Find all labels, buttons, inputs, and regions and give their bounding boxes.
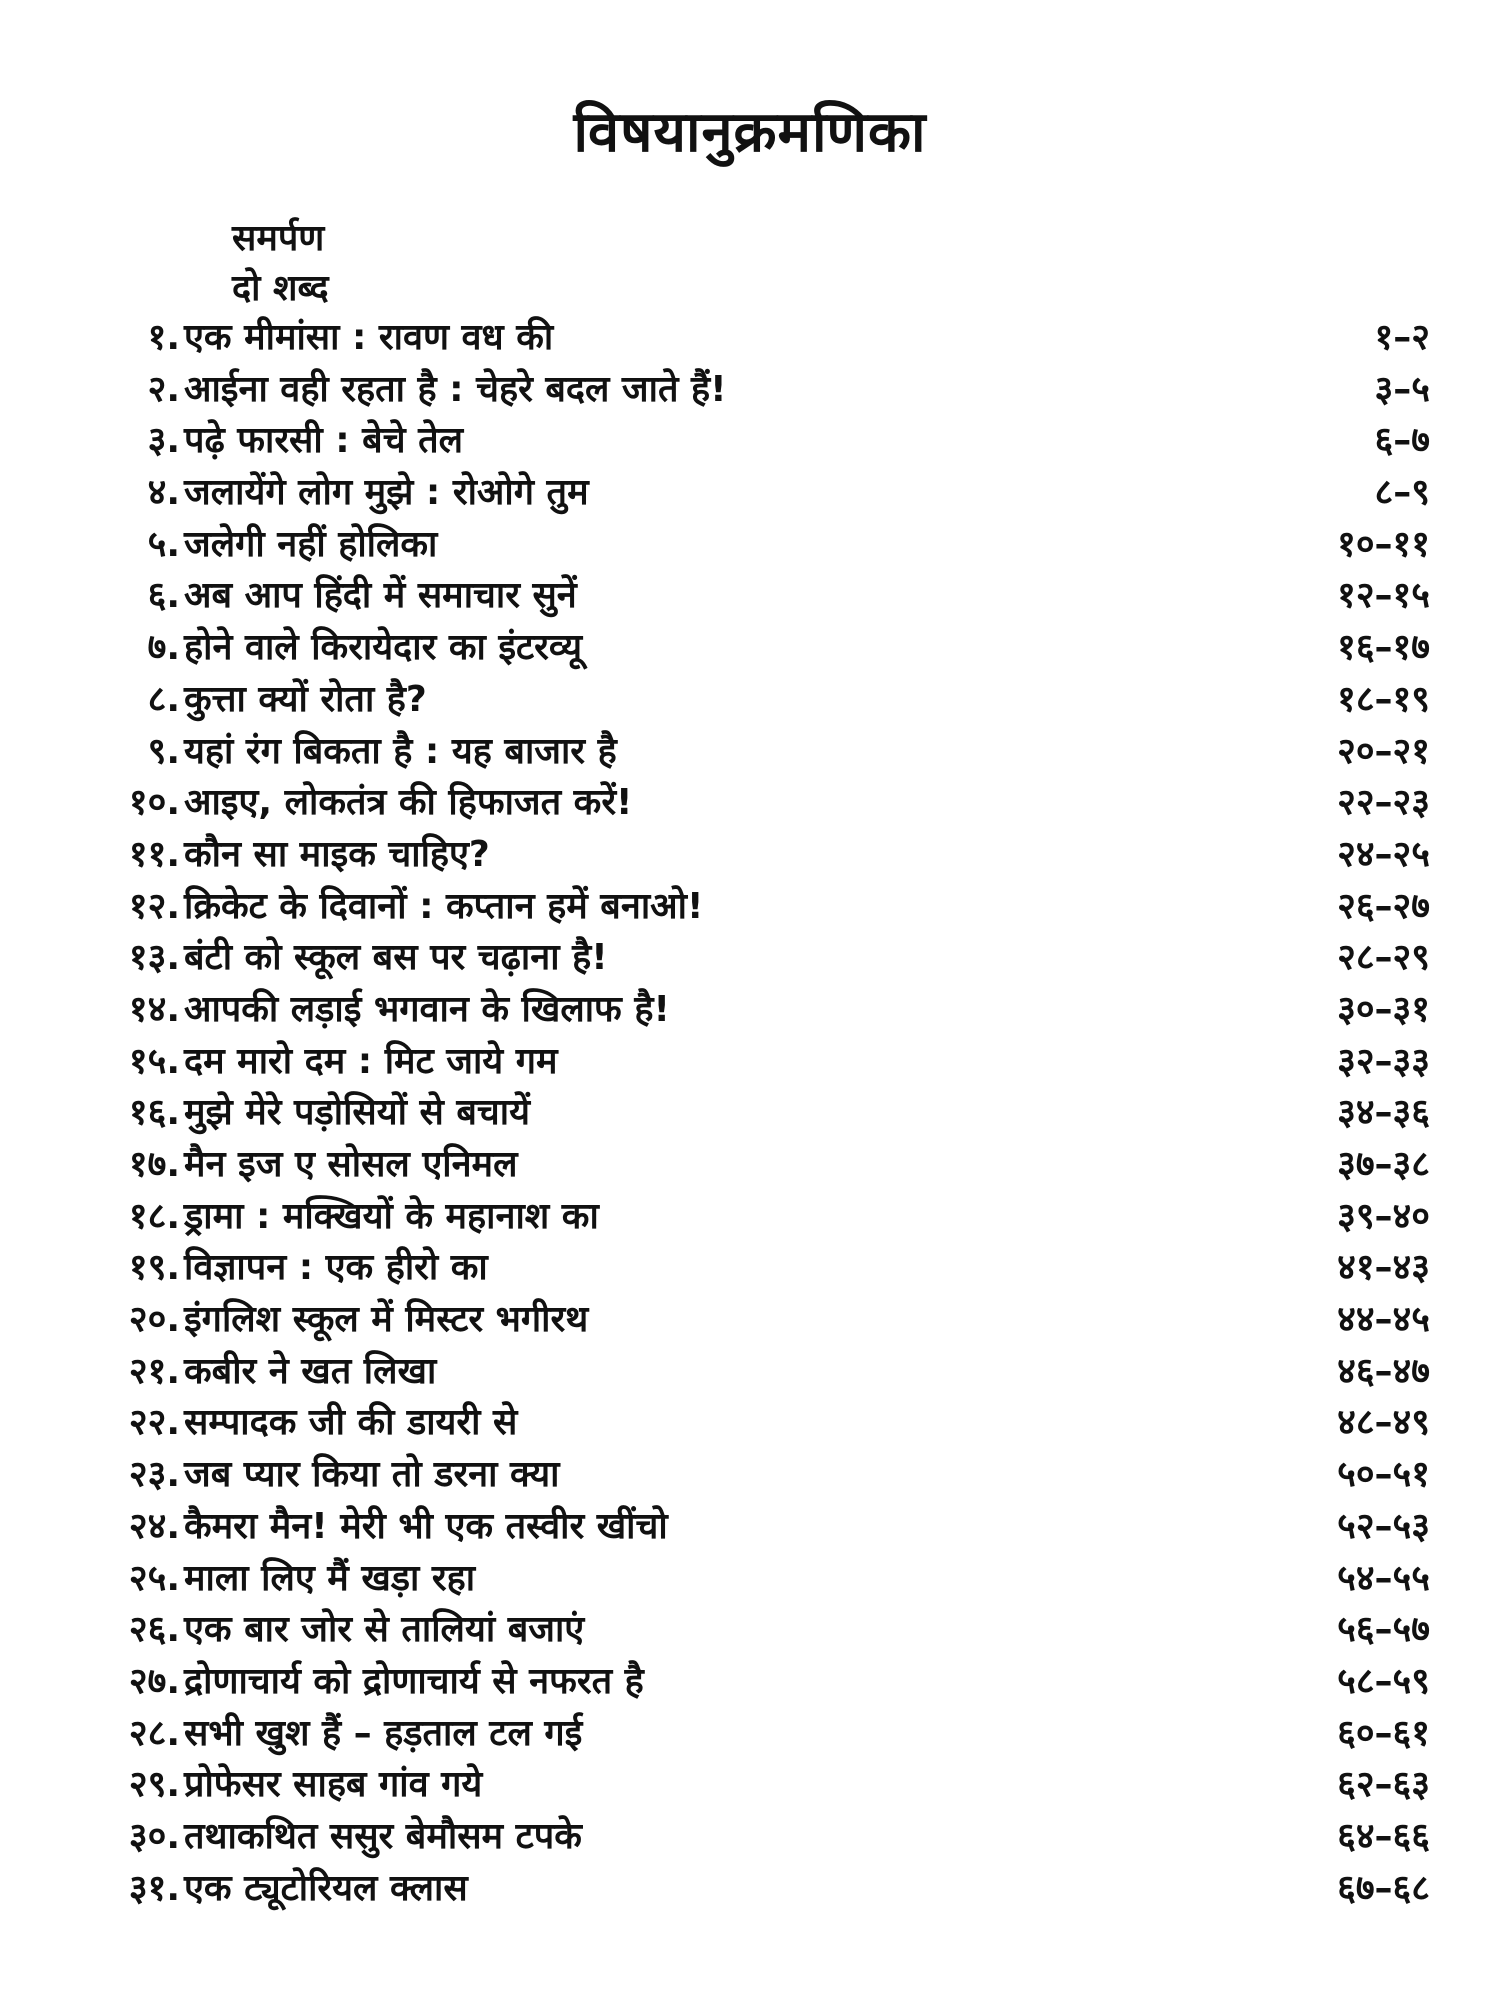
toc-entry-pages: २४–२५ [1337,833,1430,875]
toc-entry-title: आइए, लोकतंत्र की हिफाजत करें! [184,782,633,824]
toc-entry-number: ११. [128,833,180,875]
toc-entry-pages: १८–१९ [1337,678,1430,720]
toc-entry [0,1608,1500,1660]
toc-entry-pages: २६–२७ [1337,885,1430,927]
toc-entry-number: २७. [128,1660,180,1702]
toc-entry [0,936,1500,988]
toc-entry [0,626,1500,678]
toc-list [0,316,1500,1918]
toc-entry [0,1195,1500,1247]
toc-entry-number: २२. [128,1402,180,1444]
toc-entry-number: ५. [147,523,180,565]
toc-entry-number: ७. [147,627,180,669]
toc-entry-pages: १६–१७ [1337,627,1430,669]
front-matter-foreword: दो शब्द [232,268,329,309]
toc-entry [0,419,1500,471]
toc-entry [0,1246,1500,1298]
toc-entry [0,1867,1500,1919]
toc-entry-title: एक ट्यूटोरियल क्लास [184,1867,468,1909]
toc-entry-title: प्रोफेसर साहब गांव गये [184,1764,483,1806]
toc-entry-number: ४. [147,472,180,514]
toc-entry-number: १२. [128,885,180,927]
toc-entry-title: सभी खुश हैं – हड़ताल टल गई [184,1712,583,1754]
toc-entry-title: यहां रंग बिकता है : यह बाजार है [184,730,617,772]
toc-entry-number: १९. [128,1247,180,1289]
toc-entry [0,885,1500,937]
toc-entry-title: कुत्ता क्यों रोता है? [184,678,427,720]
page-title: विषयानुक्रमणिका [573,100,927,165]
toc-entry-number: ६. [147,575,180,617]
toc-entry-pages: १०–११ [1337,523,1430,565]
toc-entry-title: बंटी को स्कूल बस पर चढ़ाना है! [184,937,608,979]
toc-entry-pages: ६२–६३ [1337,1764,1430,1806]
toc-entry-pages: ५२–५३ [1337,1505,1430,1547]
toc-entry-title: सम्पादक जी की डायरी से [184,1402,518,1444]
toc-entry-pages: ५८–५९ [1337,1660,1430,1702]
toc-entry-number: १५. [128,1040,180,1082]
toc-entry-pages: ४१–४३ [1337,1247,1430,1289]
toc-entry-title: पढ़े फारसी : बेचे तेल [184,420,464,462]
toc-entry [0,1091,1500,1143]
toc-entry [0,368,1500,420]
toc-entry-number: ३. [147,420,180,462]
toc-entry-title: कबीर ने खत लिखा [184,1350,437,1392]
toc-entry-pages: ६४–६६ [1337,1815,1430,1857]
toc-entry-title: क्रिकेट के दिवानों : कप्तान हमें बनाओ! [184,885,704,927]
toc-entry-pages: ३०–३१ [1337,988,1430,1030]
toc-entry [0,1453,1500,1505]
toc-entry-number: २०. [128,1299,180,1341]
toc-entry-number: १४. [128,988,180,1030]
toc-entry-title: होने वाले किरायेदार का इंटरव्यू [184,627,583,669]
toc-entry-pages: ६७–६८ [1337,1867,1430,1909]
toc-entry [0,1298,1500,1350]
toc-entry-pages: २२–२३ [1337,782,1430,824]
toc-entry-number: २१. [128,1350,180,1392]
toc-entry-pages: ३२–३३ [1337,1040,1430,1082]
toc-entry-title: अब आप हिंदी में समाचार सुनें [184,575,577,617]
toc-entry [0,1815,1500,1867]
toc-entry-pages: ८–९ [1374,472,1430,514]
toc-entry [0,833,1500,885]
toc-entry [0,471,1500,523]
toc-entry [0,316,1500,368]
toc-entry [0,1505,1500,1557]
toc-entry-number: १०. [128,782,180,824]
toc-entry-number: १. [147,317,180,358]
toc-entry [0,1763,1500,1815]
toc-entry [0,574,1500,626]
toc-entry [0,988,1500,1040]
toc-entry-number: २८. [128,1712,180,1754]
toc-entry-title: मैन इज ए सोसल एनिमल [184,1144,518,1185]
toc-entry-title: माला लिए मैं खड़ा रहा [184,1557,476,1599]
toc-entry-title: द्रोणाचार्य को द्रोणाचार्य से नफरत है [184,1660,644,1702]
toc-entry-pages: ५०–५१ [1337,1454,1430,1496]
toc-entry-number: १८. [128,1195,180,1237]
toc-entry-pages: ६०–६१ [1337,1712,1430,1754]
toc-entry-number: २५. [128,1557,180,1599]
toc-entry-pages: ५६–५७ [1337,1609,1430,1651]
toc-entry-pages: ४४–४५ [1337,1299,1430,1341]
toc-entry-number: १६. [128,1092,180,1134]
toc-entry [0,1040,1500,1092]
toc-entry-title: मुझे मेरे पड़ोसियों से बचायें [184,1092,530,1134]
toc-entry [0,523,1500,575]
toc-entry-pages: ३९–४० [1337,1195,1430,1237]
toc-entry [0,1401,1500,1453]
toc-entry [0,1660,1500,1712]
toc-entry-number: १३. [128,937,180,979]
toc-entry [0,730,1500,782]
toc-entry-title: आईना वही रहता है : चेहरे बदल जाते हैं! [184,368,727,410]
toc-entry-pages: ४६–४७ [1337,1350,1430,1392]
toc-entry-title: कौन सा माइक चाहिए? [184,833,490,875]
toc-entry-number: २. [147,368,180,410]
toc-entry-title: जलायेंगे लोग मुझे : रोओगे तुम [184,472,589,514]
toc-entry-title: जब प्यार किया तो डरना क्या [184,1454,560,1496]
toc-entry-number: २४. [128,1505,180,1547]
toc-entry-title: ड्रामा : मक्खियों के महानाश का [184,1195,599,1237]
toc-entry [0,678,1500,730]
toc-entry-number: ९. [147,730,180,772]
toc-entry-title: आपकी लड़ाई भगवान के खिलाफ है! [184,988,670,1030]
toc-entry-number: २६. [128,1609,180,1651]
toc-entry-number: २९. [128,1764,180,1806]
toc-entry-number: ३१. [128,1867,180,1909]
toc-entry [0,1350,1500,1402]
toc-entry [0,781,1500,833]
toc-entry-pages: ६–७ [1374,420,1430,462]
toc-entry-pages: १–२ [1374,317,1430,358]
toc-entry-title: तथाकथित ससुर बेमौसम टपके [184,1815,582,1857]
toc-entry-pages: ५४–५५ [1337,1557,1430,1599]
toc-entry-title: एक मीमांसा : रावण वध की [184,317,554,358]
toc-entry-pages: ३७–३८ [1337,1144,1430,1185]
toc-entry-title: एक बार जोर से तालियां बजाएं [184,1609,585,1651]
toc-entry-pages: ४८–४९ [1337,1402,1430,1444]
toc-entry-number: १७. [128,1144,180,1185]
toc-entry-title: इंगलिश स्कूल में मिस्टर भगीरथ [184,1299,589,1341]
toc-entry-pages: २०–२१ [1337,730,1430,772]
toc-entry [0,1557,1500,1609]
toc-entry-pages: ३–५ [1374,368,1430,410]
toc-entry [0,1712,1500,1764]
toc-entry [0,1143,1500,1195]
toc-entry-title: विज्ञापन : एक हीरो का [184,1247,488,1289]
toc-entry-title: जलेगी नहीं होलिका [184,523,438,565]
toc-entry-pages: ३४–३६ [1337,1092,1430,1134]
toc-entry-title: दम मारो दम : मिट जाये गम [184,1040,558,1082]
toc-entry-pages: १२–१५ [1337,575,1430,617]
toc-entry-number: ८. [147,678,180,720]
toc-entry-number: ३०. [128,1815,180,1857]
front-matter-dedication: समर्पण [232,218,325,259]
toc-entry-number: २३. [128,1454,180,1496]
toc-entry-pages: २८–२९ [1337,937,1430,979]
toc-entry-title: कैमरा मैन! मेरी भी एक तस्वीर खींचो [184,1505,668,1547]
